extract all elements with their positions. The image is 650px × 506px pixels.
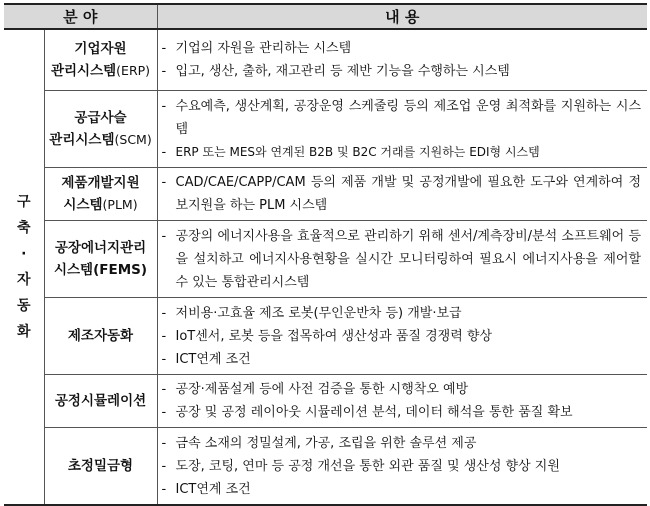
field-name-automation: 제조자동화: [44, 298, 157, 375]
field-content-plm: [157, 168, 647, 221]
field-name-plm: 제품개발지원 시스템(PLM): [44, 168, 157, 221]
list-item: - 공장의 에너지사용을 효율적으로 관리하기 위해 센서/계측장비/분석 소프트웨어 등을 설치하고 에너지사용현황을 실시간 모니터링하여 필요시 에너지사용을 제어할 수 있는 통합관리시스템: [161, 228, 642, 290]
list-item: - ICT연계 조건: [161, 481, 251, 497]
list-item: - ICT연계 조건: [161, 351, 251, 367]
category-char: 구: [16, 194, 31, 210]
field-content-precision-mold: [157, 428, 647, 506]
header-content: 내 용: [157, 4, 647, 29]
field-name-fems: 공장에너지관리 시스템(FEMS): [44, 221, 157, 298]
list-item: - 저비용·고효율 제조 로봇(무인운반차 등) 개발·보급: [161, 305, 462, 321]
list-item: - 공장·제품설계 등에 사전 검증을 통한 시행착오 예방: [161, 382, 469, 397]
smart-factory-field-table: [4, 3, 647, 506]
category-char: ·: [21, 246, 27, 262]
table-row: [4, 298, 647, 375]
table-row: [4, 428, 647, 506]
field-content-fems: [157, 221, 647, 298]
category-char: 화: [16, 324, 31, 340]
table-header-row: [4, 4, 647, 29]
field-content-simulation: [157, 375, 647, 428]
field-name-scm: 공급사슬 관리시스템(SCM): [44, 91, 157, 168]
header-field: 분 야: [4, 4, 157, 29]
list-item: - 금속 소재의 정밀설계, 가공, 조립을 위한 솔루션 제공: [161, 435, 477, 451]
table-row: [4, 91, 647, 168]
category-char: 동: [16, 298, 31, 314]
list-item: - ERP 또는 MES와 연계된 B2B 및 B2C 거래를 지원하는 EDI형 시스템: [161, 144, 540, 160]
field-content-scm: [157, 91, 647, 168]
list-item: - 입고, 생산, 출하, 재고관리 등 제반 기능을 수행하는 시스템: [161, 64, 510, 79]
list-item: - 도장, 코팅, 연마 등 공정 개선을 통한 외관 품질 및 생산성 향상 지원: [161, 458, 560, 474]
category-char: 축: [16, 220, 31, 236]
field-name-erp: 기업자원 관리시스템(ERP): [44, 29, 157, 91]
table-row: [4, 29, 647, 91]
table-row: [4, 375, 647, 428]
list-item: - 공장 및 공정 레이아웃 시뮬레이션 분석, 데이터 해석을 통한 품질 확보: [161, 405, 573, 420]
list-item: - IoT센서, 로봇 등을 접목하여 생산성과 품질 경쟁력 향상: [161, 328, 493, 344]
list-item: - 기업의 자원을 관리하는 시스템: [161, 41, 352, 56]
field-content-automation: [157, 298, 647, 375]
field-name-precision-mold: 초정밀금형: [44, 428, 157, 506]
list-item: - 수요예측, 생산계획, 공장운영 스케줄링 등의 제조업 운영 최적화를 지원하는 시스템: [161, 98, 642, 137]
table-row: [4, 221, 647, 298]
list-item: - CAD/CAE/CAPP/CAM 등의 제품 개발 및 공정개발에 필요한 도구와 연계하여 정보지원을 하는 PLM 시스템: [161, 175, 642, 213]
category-cell: [4, 29, 44, 505]
category-char: 자: [16, 272, 31, 288]
field-name-simulation: 공정시뮬레이션: [44, 375, 157, 428]
table-row: [4, 168, 647, 221]
field-content-erp: [157, 29, 647, 91]
